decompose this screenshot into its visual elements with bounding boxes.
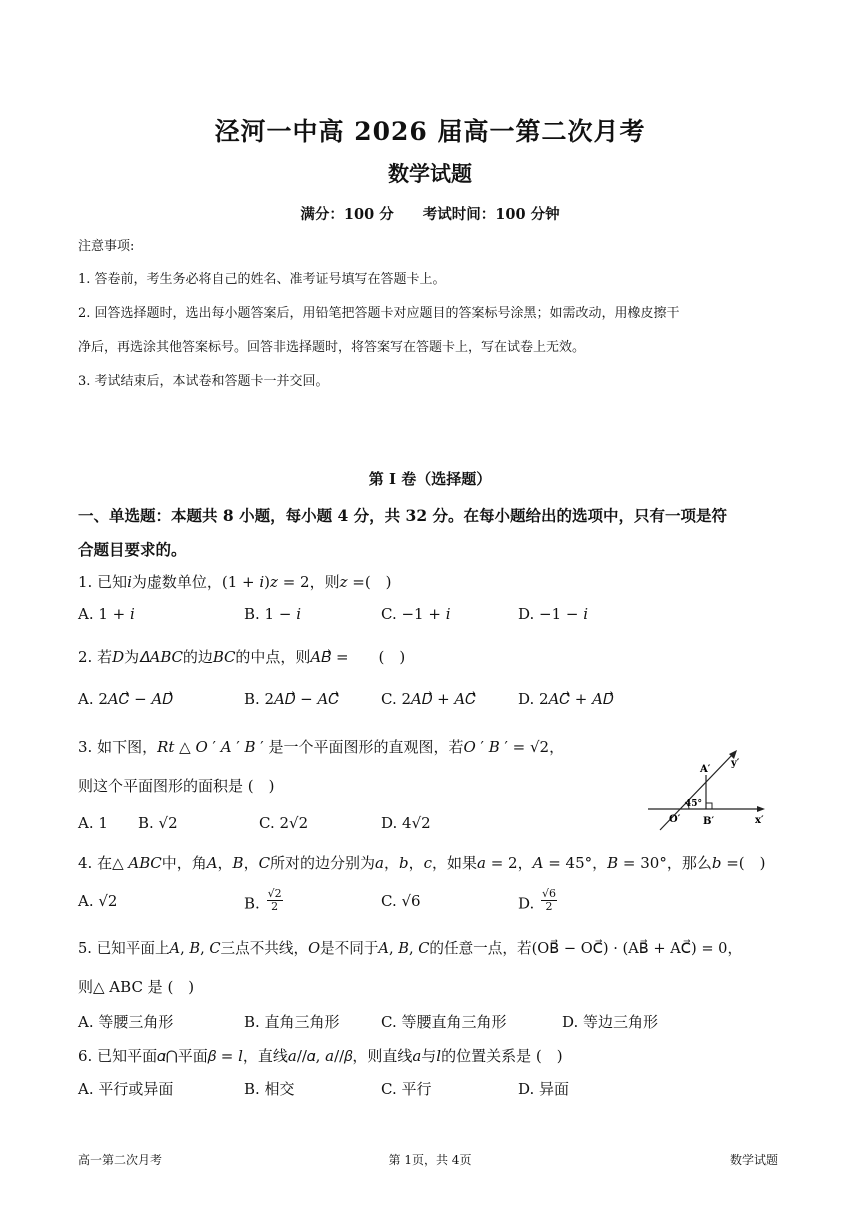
note-2a: 2. 回答选择题时，选出每小题答案后，用铅笔把答题卡对应题目的答案标号涂黑；如需改动，用橡皮擦干 bbox=[78, 306, 680, 321]
q5-option-d: D. 等边三角形 bbox=[562, 1013, 659, 1031]
q2-option-c: C. 2𝐴𝐷⃗ + 𝐴𝐶⃗ bbox=[381, 690, 476, 708]
q3-stem-a: 3. 如下图，𝑅𝑡 △ 𝑂 ′ 𝐴 ′ 𝐵 ′ 是一个平面图形的直观图，若𝑂 ′ 𝐵 ′ = √2， bbox=[78, 738, 565, 756]
label-o-prime: O′ bbox=[669, 814, 681, 825]
x-arrow bbox=[757, 806, 765, 812]
q2-stem: 2. 若𝐷为𝛥𝐴𝐵𝐶的边𝐵𝐶的中点，则𝐴𝐵⃗ = ( ) bbox=[78, 648, 406, 666]
q1-option-b: B. 1 − 𝑖 bbox=[244, 605, 302, 623]
q2-option-b: B. 2𝐴𝐷⃗ − 𝐴𝐶⃗ bbox=[244, 690, 339, 708]
section-instruction-a: 一、单选题：本题共 8 小题，每小题 4 分，共 32 分。在每小题给出的选项中，只有一项是符 bbox=[78, 506, 728, 525]
label-a-prime: A′ bbox=[700, 764, 711, 775]
label-x-prime: x′ bbox=[755, 815, 764, 826]
q6-option-a: A. 平行或异面 bbox=[78, 1080, 174, 1098]
q4-option-d-fraction bbox=[541, 888, 557, 913]
q4-option-b-fraction bbox=[267, 888, 283, 913]
q2-option-d: D. 2𝐴𝐶⃗ + 𝐴𝐷⃗ bbox=[518, 690, 614, 708]
q1-option-c: C. −1 + 𝑖 bbox=[381, 605, 451, 623]
note-1: 1. 答卷前，考生务必将自己的姓名、准考证号填写在答题卡上。 bbox=[78, 272, 446, 287]
label-y-prime: y′ bbox=[731, 758, 740, 769]
q5-option-a: A. 等腰三角形 bbox=[78, 1013, 174, 1031]
note-3: 3. 考试结束后，本试卷和答题卡一并交回。 bbox=[78, 374, 329, 389]
q3-option-d: D. 4√2 bbox=[381, 814, 431, 832]
section-instruction-b: 合题目要求的。 bbox=[78, 540, 187, 559]
fraction-denominator: 2 bbox=[545, 900, 553, 913]
q5-stem-a: 5. 已知平面上𝐴, 𝐵, 𝐶三点不共线，𝑂是不同于𝐴, 𝐵, 𝐶的任意一点，若(OB⃗ − OC⃗) · (AB⃗ + AC⃗) = 0， bbox=[78, 940, 743, 957]
q6-option-d: D. 异面 bbox=[518, 1080, 570, 1098]
notes-heading: 注意事项: bbox=[78, 239, 135, 254]
right-angle-mark bbox=[706, 803, 712, 809]
full-score: 满分：100 分 bbox=[300, 206, 394, 223]
fraction-denominator: 2 bbox=[271, 900, 279, 913]
q4-option-d-label: D. bbox=[518, 894, 535, 913]
q4-option-d bbox=[518, 887, 557, 917]
q4-option-b-label: B. bbox=[244, 894, 260, 913]
note-2b: 净后，再选涂其他答案标号。回答非选择题时，将答案写在答题卡上，写在试卷上无效。 bbox=[78, 340, 586, 355]
section-title: 第 I 卷（选择题） bbox=[368, 470, 492, 488]
q5-option-c: C. 等腰直角三角形 bbox=[381, 1013, 507, 1031]
label-angle: 45° bbox=[685, 799, 703, 809]
q6-option-c: C. 平行 bbox=[381, 1080, 432, 1098]
q1-stem: 1. 已知𝑖为虚数单位，(1 + 𝑖)𝑧 = 2，则𝑧 =( ) bbox=[78, 573, 392, 591]
q4-option-c: C. √6 bbox=[381, 892, 421, 910]
q1-option-a: A. 1 + 𝑖 bbox=[78, 605, 135, 623]
exam-title: 泾河一中高 2026 届高一第二次月考 bbox=[214, 117, 646, 146]
q2-option-a: A. 2𝐴𝐶⃗ − 𝐴𝐷⃗ bbox=[78, 690, 173, 708]
fraction-numerator: √2 bbox=[267, 887, 282, 900]
label-b-prime: B′ bbox=[703, 816, 715, 827]
q3-option-a: A. 1 bbox=[78, 814, 108, 832]
q5-stem-b: 则△ ABC 是 ( ) bbox=[78, 978, 195, 996]
q6-option-b: B. 相交 bbox=[244, 1080, 295, 1098]
footer-page-number: 第 1页，共 4页 bbox=[388, 1153, 472, 1167]
q6-stem: 6. 已知平面𝛼⋂平面𝛽 = 𝑙，直线𝑎//𝛼, 𝑎//𝛽，则直线𝑎与𝑙的位置关系是 ( ) bbox=[78, 1047, 563, 1065]
exam-time: 考试时间：100 分钟 bbox=[422, 206, 560, 223]
q3-stem-b: 则这个平面图形的面积是 ( ) bbox=[78, 777, 275, 795]
q3-option-b: B. √2 bbox=[138, 814, 178, 832]
q4-option-a: A. √2 bbox=[78, 892, 118, 910]
exam-meta bbox=[0, 203, 860, 224]
q1-option-d: D. −1 − 𝑖 bbox=[518, 605, 589, 623]
q3-option-c: C. 2√2 bbox=[259, 814, 309, 832]
q5-option-b: B. 直角三角形 bbox=[244, 1013, 340, 1031]
q4-stem: 4. 在△ 𝐴𝐵𝐶中，角𝐴，𝐵，𝐶所对的边分别为𝑎，𝑏，𝑐，如果𝑎 = 2，𝐴 = 45°，𝐵 = 30°，那么𝑏 =( ) bbox=[78, 854, 766, 872]
footer-left: 高一第二次月考 bbox=[78, 1153, 163, 1167]
subject-title: 数学试题 bbox=[388, 161, 472, 186]
q4-option-b bbox=[244, 887, 283, 917]
oblique-projection-figure bbox=[645, 748, 770, 836]
fraction-numerator: √6 bbox=[542, 887, 557, 900]
footer-right: 数学试题 bbox=[729, 1153, 778, 1167]
